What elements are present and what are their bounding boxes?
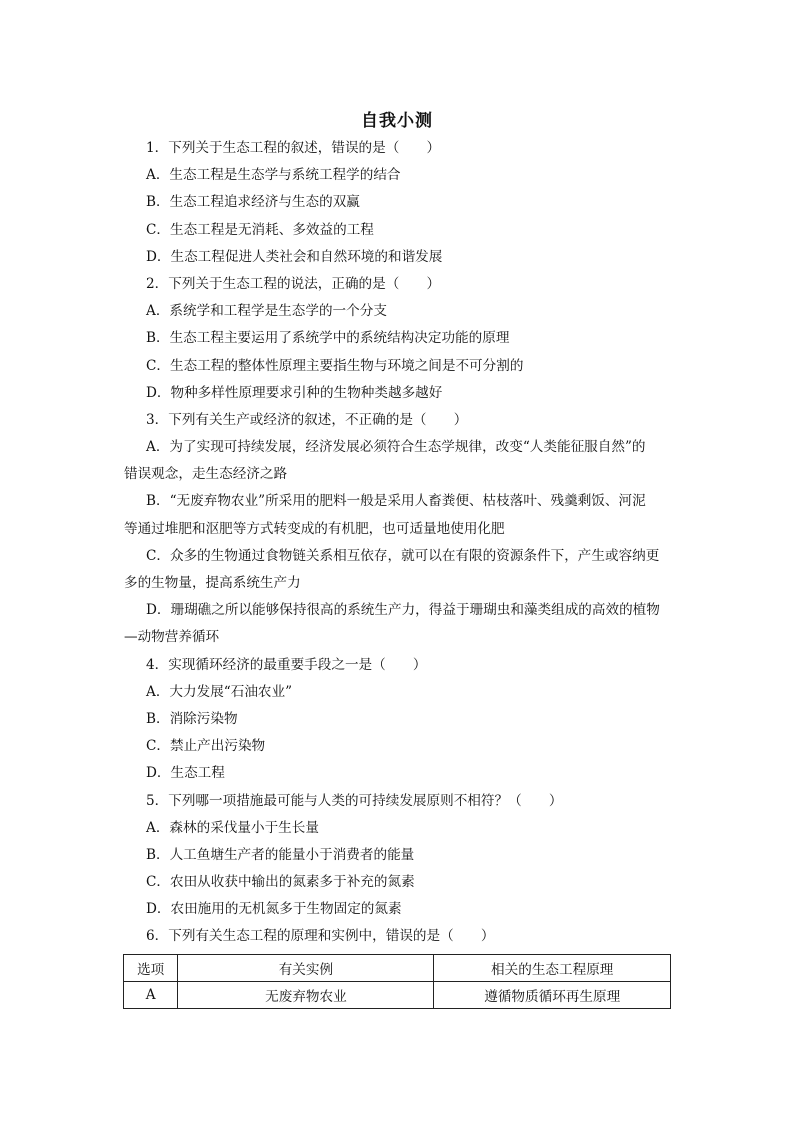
table-header-row (124, 955, 671, 982)
text-line: A．系统学和工程学是生态学的一个分支 (146, 303, 387, 320)
text-line: C．生态工程的整体性原理主要指生物与环境之间是不可分割的 (146, 357, 524, 374)
text-line: C．禁止产出污染物 (146, 738, 266, 755)
text-line: C．农田从收获中输出的氮素多于补充的氮素 (146, 874, 415, 891)
text-line: —动物营养循环 (124, 629, 220, 646)
table-cell: A (124, 982, 178, 1009)
text-line: B．生态工程追求经济与生态的双赢 (146, 194, 360, 211)
text-line: D．物种多样性原理要求引种的生物种类越多越好 (146, 384, 443, 401)
text-line: 2．下列关于生态工程的说法，正确的是（ ） (146, 275, 441, 292)
table-header-cell: 相关的生态工程原理 (434, 955, 671, 982)
text-line: 4．实现循环经济的最重要手段之一是（ ） (146, 656, 427, 673)
text-line: 错误观念，走生态经济之路 (124, 466, 288, 483)
text-line: B．“无废弃物农业”所采用的肥料一般是采用人畜粪便、枯枝落叶、残羹剩饭、河泥 (146, 493, 646, 510)
text-line: B．消除污染物 (146, 710, 238, 727)
text-line: A．生态工程是生态学与系统工程学的结合 (146, 167, 401, 184)
text-line: 1．下列关于生态工程的叙述，错误的是（ ） (146, 140, 441, 156)
table-header-cell: 有关实例 (178, 955, 434, 982)
text-line: A．为了实现可持续发展，经济发展必须符合生态学规律，改变“人类能征服自然”的 (146, 439, 646, 456)
table-header-cell: 选项 (124, 955, 178, 982)
options-table (123, 954, 671, 1009)
text-line: D．农田施用的无机氮多于生物固定的氮素 (146, 901, 402, 918)
text-line: 3．下列有关生产或经济的叙述，不正确的是（ ） (146, 411, 468, 428)
text-line: D．生态工程促进人类社会和自然环境的和谐发展 (146, 248, 443, 265)
table-cell: 无废弃物农业 (178, 982, 434, 1009)
text-line: B．生态工程主要运用了系统学中的系统结构决定功能的原理 (146, 330, 510, 347)
text-line: A．大力发展“石油农业” (146, 683, 293, 700)
text-line: D．珊瑚礁之所以能够保持很高的系统生产力，得益于珊瑚虫和藻类组成的高效的植物 (146, 602, 660, 619)
page-title: 自我小测 (361, 111, 433, 131)
table-row (124, 982, 671, 1009)
text-line: C．生态工程是无消耗、多效益的工程 (146, 221, 374, 238)
table-cell: 遵循物质循环再生原理 (434, 982, 671, 1009)
text-line: B．人工鱼塘生产者的能量小于消费者的能量 (146, 846, 415, 863)
text-line: 6．下列有关生态工程的原理和实例中，错误的是（ ） (146, 928, 495, 945)
text-line: 5．下列哪一项措施最可能与人类的可持续发展原则不相符？（ ） (146, 792, 563, 809)
text-line: D．生态工程 (146, 765, 225, 782)
text-line: C．众多的生物通过食物链关系相互依存，就可以在有限的资源条件下，产生或容纳更 (146, 547, 660, 564)
text-line: A．森林的采伐量小于生长量 (146, 819, 319, 836)
text-line: 等通过堆肥和沤肥等方式转变成的有机肥，也可适量地使用化肥 (124, 520, 505, 537)
text-line: 多的生物量，提高系统生产力 (124, 575, 301, 591)
question-list (124, 135, 676, 951)
